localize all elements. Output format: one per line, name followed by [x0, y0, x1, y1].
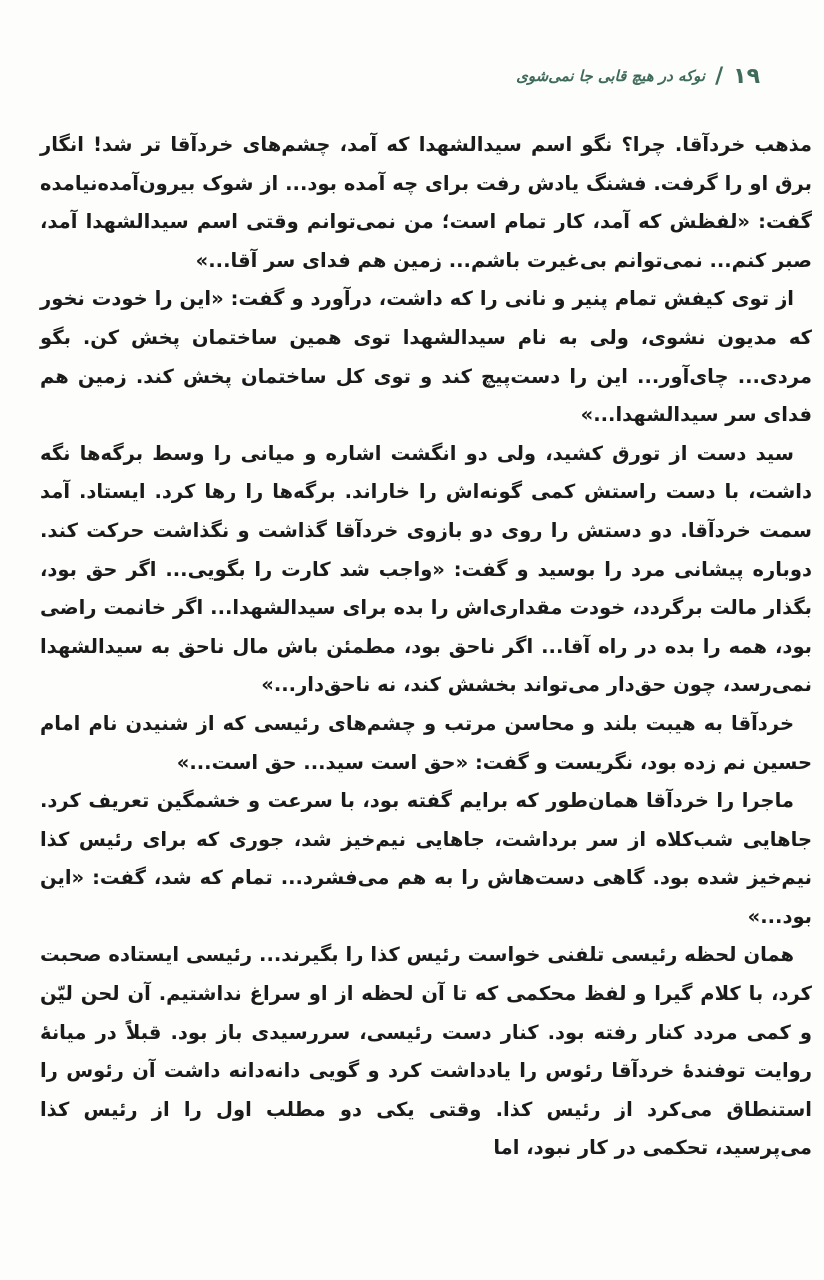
- paragraph: سید دست از تورق کشید، ولی دو انگشت اشاره و میانی را وسط برگه‌ها نگه داشت، با دست راستش کمی گونه‌اش را خاراند. برگه‌ها را رها کرد. ایستاد. آمد سمت خردآقا. دو دستش را روی دو بازوی خردآقا گذاشت و نگذاشت حرکت کند. دوباره پیشانی مرد را بوسید و گفت: «واجب شد کارت را بگویی... اگر حق بود، بگذار مالت برگردد، خودت مقداری‌اش را بده برای سیدالشهدا... اگر خانمت راضی بود، همه را بده در راه آقا... اگر ناحق بود، مطمئن باش مال ناحق به سیدالشهدا نمی‌رسد، چون حق‌دار می‌تواند بخشش کند، نه ناحق‌دار...»: [40, 441, 812, 697]
- paragraph: خردآقا به هیبت بلند و محاسن مرتب و چشم‌های رئیسی که از شنیدن نام امام حسین نم زده بود، نگریست و گفت: «حق است سید... حق است...»: [40, 711, 812, 774]
- page-number: ۱۹: [733, 63, 760, 89]
- paragraph: ماجرا را خردآقا همان‌طور که برایم گفته بود، با سرعت و خشمگین تعریف کرد. جاهایی شب‌کلاه از سر برداشت، جاهایی نیم‌خیز شد، جوری که برای رئیس کذا نیم‌خیز شده بود. گاهی دست‌هاش را به هم می‌فشرد... تمام که شد، گفت: «این بود...»: [40, 789, 812, 928]
- running-header: [120, 58, 760, 94]
- paragraph: مذهب خردآقا. چرا؟ نگو اسم سیدالشهدا که آمد، چشم‌های خردآقا تر شد! انگار برق او را گرفت. فشنگ یادش رفت برای چه آمده بود... از شوک بیرون‌آمده‌نیامده گفت: «لفظش که آمد، کار تمام است؛ من نمی‌توانم وقتی اسم سیدالشهدا آمد، صبر کنم... نمی‌توانم بی‌غیرت باشم... زمین هم فدای سر آقا...»: [40, 133, 812, 272]
- paragraph: از توی کیفش تمام پنیر و نانی را که داشت، درآورد و گفت: «این را خودت نخور که مدیون نشوی، ولی به نام سیدالشهدا توی همین ساختمان پخش کن. بگو مردی... چای‌آور... این را دست‌پیچ کند و توی کل ساختمان پخش کند. زمین هم فدای سر سیدالشهدا...»: [40, 287, 812, 427]
- body-text: [40, 126, 812, 1168]
- paragraph: همان لحظه رئیسی تلفنی خواست رئیس کذا را بگیرند... رئیسی ایستاده صحبت کرد، با کلام گیرا و لفظ محکمی که تا آن لحظه از او سراغ نداشتیم. آن لحن لیّن و کمی مردد کنار رفته بود. کنار دست رئیسی، سررسیدی باز بود. قبلاً در میانهٔ روایت توفندهٔ خردآقا رئوس را یادداشت کرد و گویی دانه‌دانه داشت آن رئوس را استنطاق می‌کرد از رئیس کذا. وقتی یکی دو مطلب اول را از رئیس کذا می‌پرسید، تحکمی در کار نبود، اما: [40, 943, 812, 1160]
- header-separator: /: [715, 63, 724, 89]
- book-title: نوکه در هیچ قابی جا نمی‌شوی: [516, 67, 706, 85]
